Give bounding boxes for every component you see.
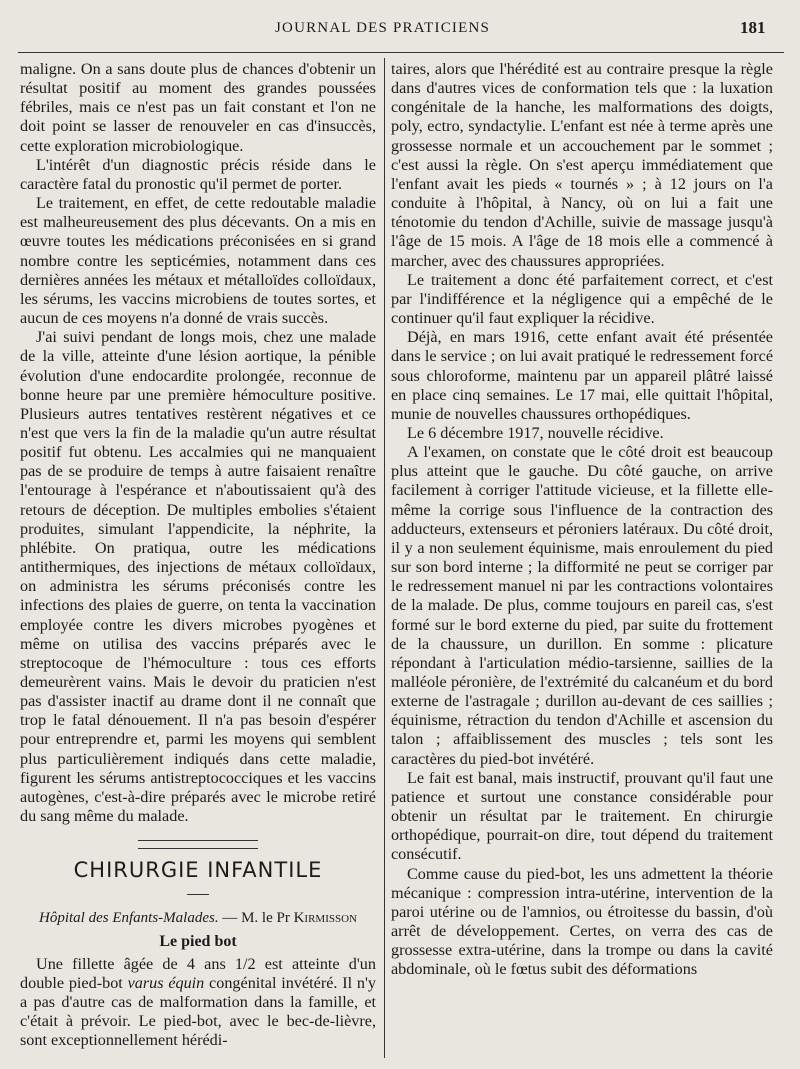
section-title: CHIRURGIE INFANTILE bbox=[73, 858, 323, 883]
left-paragraph-5 bbox=[20, 955, 376, 1051]
column-divider bbox=[384, 58, 385, 1058]
journal-title: JOURNAL DES PRATICIENS bbox=[275, 20, 491, 36]
right-paragraph-5: A l'examen, on constate que le côté droit est beaucoup plus atteint que le gauche. Du côté gauche, on arrive facilement à corriger l'attitude vicieuse, et la fillette elle-même la corrige sous l'influence de la contraction des adducteurs, extenseurs et péroniers latéraux. Du côté droit, il y a non seulement équinisme, mais enroulement du pied sur son bord interne ; la difformité ne peut se corriger par le redressement manuel ni par les contractions volontaires de la malade. De plus, comme toujours en pareil cas, s'est formé sur le bord externe du pied, par suite du frottement de la chaussure, un durillon. En somme : plicature répondant à l'articulation médio-tarsienne, saillies de la malléole péronière, de l'extrémité du calcanéum et du bord externe de l'astragale ; durillon au-devant de ces saillies ; équinisme, rétraction du tendon d'Achille et ascension du talon ; affaiblissement des muscles ; tels sont les caractères du pied-bot invétéré. bbox=[391, 443, 773, 768]
left-p5-italic: varus équin bbox=[127, 973, 205, 992]
page-header bbox=[0, 18, 800, 44]
header-rule bbox=[18, 52, 784, 53]
right-column bbox=[391, 60, 773, 980]
section-separator bbox=[138, 840, 258, 849]
article-subtitle: Le pied bot bbox=[159, 932, 237, 950]
left-column bbox=[20, 60, 376, 1051]
right-paragraph-4: Le 6 décembre 1917, nouvelle récidive. bbox=[407, 423, 664, 442]
left-paragraph-4: J'ai suivi pendant de longs mois, chez une malade de la ville, atteinte d'une lésion aortique, la pénible évolution d'une endocardite prolongée, reconnue de bonne heure par une première hémoculture positive. Plusieurs autres tentatives restèrent négatives et ce n'est que vers la fin de la maladie qu'un autre résultat positif fut obtenu. Les accalmies qui ne manquaient pas de se produire de temps à autre faisaient renaître l'entourage à l'espérance et n'aboutissaient qu'à des retours de déception. De multiples embolies s'étaient produites, simulant l'appendicite, la néphrite, la phlébite. On pratiqua, outre les médications antithermiques, des injections de métaux colloïdaux, on administra les sérums préconisés contre les infections des plaies de guerre, on tenta la vaccination employée contre les divers microbes pyogènes et même on utilisa des vaccins préparés avec le streptocoque de l'hémoculture : tous ces efforts demeurèrent vains. Mais le devoir du praticien n'est pas d'assister inactif au drame dont il ne connaît que trop le fatal dénouement. Il n'a pas besoin d'espérer pour entreprendre et, parmi les moyens qui semblent plus particulièrement indiqués dans cette maladie, figurent les sérums antistreptococciques et les vaccins autogènes, c'est-à-dire préparés avec le microbe retiré du sang même du malade. bbox=[20, 328, 376, 826]
left-paragraph-2: L'intérêt d'un diagnostic précis réside dans le caractère fatal du pronostic qu'il permet de porter. bbox=[20, 155, 376, 193]
left-paragraph-1: maligne. On a sans doute plus de chances d'obtenir un résultat positif au moment des grandes poussées fébriles, mais ce n'est pas un fait constant et l'on ne doit point se lasser de renouveler en cas d'insuccès, cette exploration microbiologique. bbox=[20, 60, 376, 155]
right-paragraph-1: taires, alors que l'hérédité est au contraire presque la règle dans d'autres vices de conformation tels que : la luxation congénitale de la hanche, les malformations des doigts, poly, ectro, syndactylie. L'enfant est née à terme après une grossesse normale et un accouchement par le sommet ; c'est aussi la règle. On s'est aperçu immédiatement que l'enfant avait les pieds « tournés » ; à 12 jours on l'a conduite à l'hôpital, à Nancy, où on lui a fait une ténotomie du tendon d'Achille, suivie de massage jusqu'à l'âge de 15 mois. A l'âge de 18 mois elle a commencé à marcher, avec des chaussures appropriées. bbox=[391, 60, 773, 270]
left-p5-start: Une fillette âgée de 4 ans 1/2 est atteinte d'un double pied-bot bbox=[20, 954, 376, 992]
right-paragraph-7: Comme cause du pied-bot, les uns admettent la théorie mécanique : compression intra-utérine, intervention de la paroi utérine ou de l'amnios, ou étroitesse du bassin, d'où arrêt de développement. Certes, on verra des cas de grossesse extra-utérine, dans la trompe ou dans la cavité abdominale, où le fœtus subit des déformations bbox=[391, 864, 773, 979]
left-paragraph-3: Le traitement, en effet, de cette redoutable maladie est malheureusement des plus décevants. On a mis en œuvre toutes les médications préconisées en si grand nombre contre les septicémies, notamment dans ces dernières années les métaux et métalloïdes colloïdaux, les sérums, les vaccins microbiens de toutes sortes, et aucun de ces moyens n'a donné de vrais succès. bbox=[20, 194, 376, 328]
small-rule bbox=[187, 894, 209, 895]
hospital-dash: — M. le Pr bbox=[218, 910, 294, 927]
hospital-line bbox=[20, 909, 376, 928]
right-paragraph-3: Déjà, en mars 1916, cette enfant avait été présentée dans le service ; on lui avait pratiqué le redressement forcé sous chloroforme, maintenu par un appareil plâtré laissé en place cinq semaines. Le 17 mai, elle quittait l'hôpital, munie de nouvelles chaussures orthopédiques. bbox=[391, 328, 773, 423]
right-paragraph-6: Le fait est banal, mais instructif, prouvant qu'il faut une patience et surtout une constance considérable pour obtenir un résultat par le traitement. En chirurgie orthopédique, pourrait-on dire, tout dépend du traitement consécutif. bbox=[391, 768, 773, 864]
left-p5-end: congénital invétéré. Il n'y a pas d'autre cas de malformation dans la famille, et c'était à prévoir. Le pied-bot, avec le bec-de-lièvre, sont exceptionnellement hérédi- bbox=[20, 973, 376, 1050]
professor-name: Kirmisson bbox=[293, 910, 357, 927]
hospital-name: Hôpital des Enfants-Malades. bbox=[39, 910, 219, 927]
right-paragraph-2: Le traitement a donc été parfaitement correct, et c'est par l'indifférence et la négligence qui a empêché de le continuer qu'il faut expliquer la récidive. bbox=[391, 270, 773, 328]
page-number: 181 bbox=[740, 18, 766, 37]
